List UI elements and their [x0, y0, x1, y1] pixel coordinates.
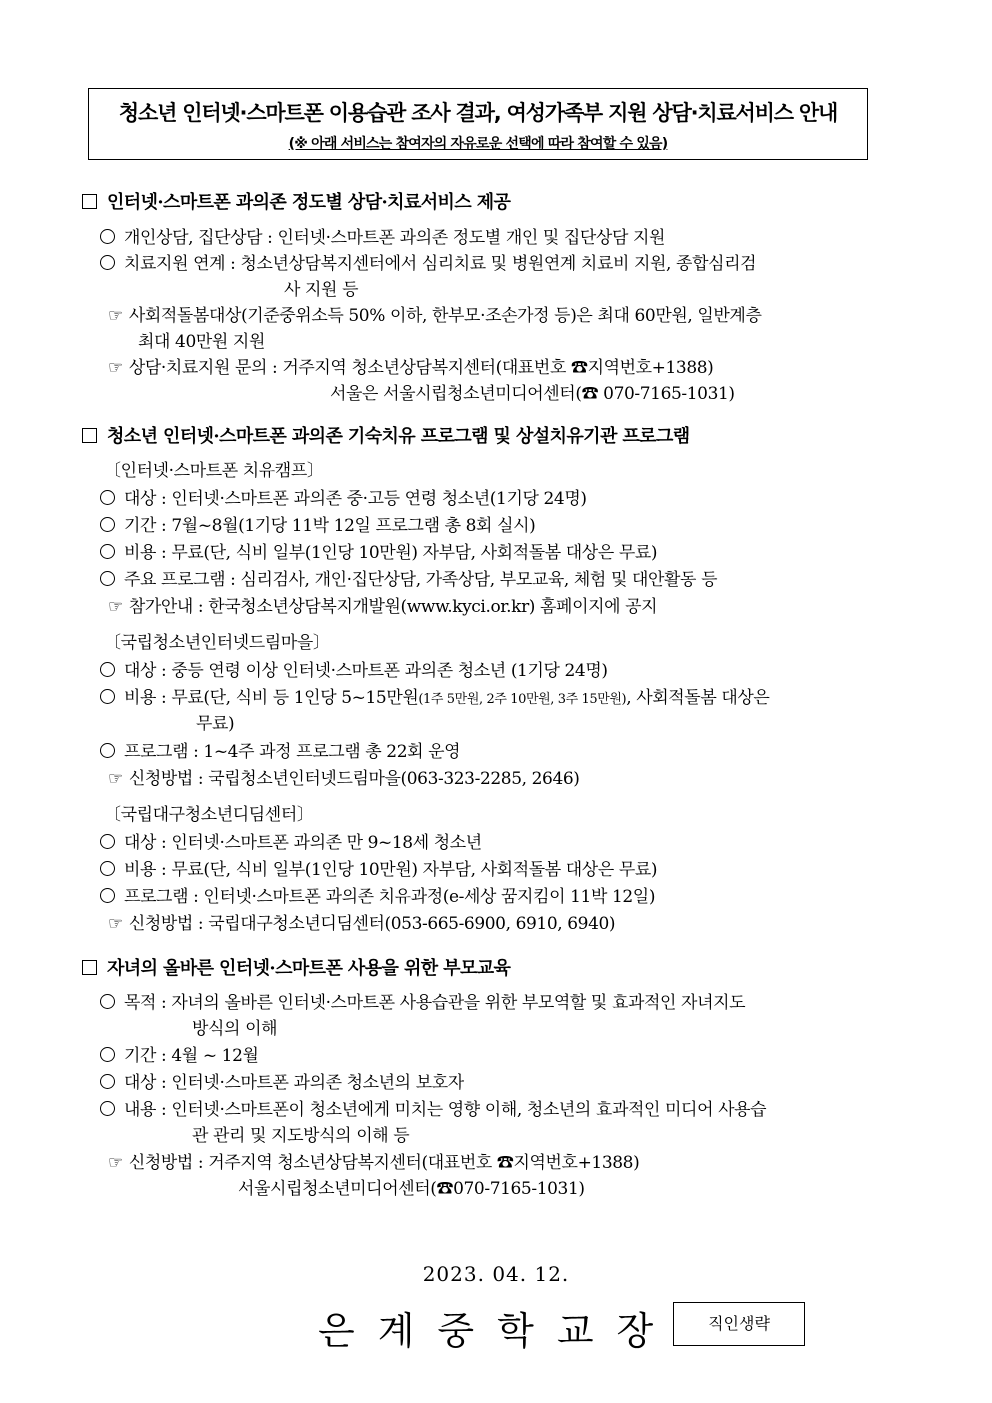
village-target: 대상 : 중등 연령 이상 인터넷·스마트폰 과의존 청소년 (1기당 24명)	[100, 659, 608, 683]
section1-note-inquiry: ☞ 상담·치료지원 문의 : 거주지역 청소년상담복지센터(대표번호 ☎지역번호+1388)	[108, 358, 714, 378]
circle-bullet-icon	[100, 229, 115, 244]
pointing-hand-icon: ☞	[108, 914, 123, 934]
circle-bullet-icon	[100, 1074, 115, 1089]
principal-name: 은계중학교장	[318, 1309, 677, 1353]
section1-item-individual: 개인상담, 집단상담 : 인터넷·스마트폰 과의존 정도별 개인 및 집단상담 지원	[100, 226, 665, 250]
section1-note-inquiry-cont: 서울은 서울시립청소년미디어센터(☎ 070-7165-1031)	[330, 384, 735, 404]
circle-bullet-icon	[100, 888, 115, 903]
parent-target: 대상 : 인터넷·스마트폰 과의존 청소년의 보호자	[100, 1071, 464, 1095]
camp-note: ☞ 참가안내 : 한국청소년상담복지개발원(www.kyci.or.kr) 홈페이지에 공지	[108, 597, 658, 617]
village-cost-cont: 무료)	[196, 714, 235, 734]
circle-bullet-icon	[100, 571, 115, 586]
camp-cost: 비용 : 무료(단, 식비 일부(1인당 10만원) 자부담, 사회적돌봄 대상은 무료)	[100, 541, 657, 565]
camp-target: 대상 : 인터넷·스마트폰 과의존 중·고등 연령 청소년(1기당 24명)	[100, 487, 587, 511]
parent-note: ☞ 신청방법 : 거주지역 청소년상담복지센터(대표번호 ☎지역번호+1388)	[108, 1153, 640, 1173]
circle-bullet-icon	[100, 743, 115, 758]
square-bullet-icon	[82, 428, 97, 443]
section2-heading: 청소년 인터넷·스마트폰 과의존 기숙치유 프로그램 및 상설치유기관 프로그램	[82, 425, 690, 449]
seal-omitted-box: 직인생략	[673, 1302, 805, 1346]
parent-purpose-cont: 방식의 이해	[192, 1019, 278, 1039]
circle-bullet-icon	[100, 517, 115, 532]
square-bullet-icon	[82, 960, 97, 975]
parent-note-cont: 서울시립청소년미디어센터(☎070-7165-1031)	[238, 1179, 585, 1199]
section1-note-social-care-cont: 최대 40만원 지원	[138, 332, 265, 352]
title-box	[88, 88, 868, 160]
circle-bullet-icon	[100, 490, 115, 505]
didim-note: ☞ 신청방법 : 국립대구청소년디딤센터(053-665-6900, 6910, 6940)	[108, 914, 616, 934]
didim-program: 프로그램 : 인터넷·스마트폰 과의존 치유과정(e-세상 꿈지킴이 11박 12일)	[100, 885, 655, 909]
village-title: 〔국립청소년인터넷드림마을〕	[104, 633, 330, 653]
parent-purpose: 목적 : 자녀의 올바른 인터넷·스마트폰 사용습관을 위한 부모역할 및 효과적인 자녀지도	[100, 991, 745, 1015]
parent-period: 기간 : 4월 ~ 12월	[100, 1044, 259, 1068]
didim-target: 대상 : 인터넷·스마트폰 과의존 만 9~18세 청소년	[100, 831, 482, 855]
circle-bullet-icon	[100, 994, 115, 1009]
circle-bullet-icon	[100, 1101, 115, 1116]
didim-title: 〔국립대구청소년디딤센터〕	[104, 805, 314, 825]
village-program: 프로그램 : 1~4주 과정 프로그램 총 22회 운영	[100, 740, 460, 764]
village-note: ☞ 신청방법 : 국립청소년인터넷드림마을(063-323-2285, 2646)	[108, 769, 580, 789]
camp-title: 〔인터넷·스마트폰 치유캠프〕	[104, 461, 324, 481]
pointing-hand-icon: ☞	[108, 1153, 123, 1173]
section1-heading: 인터넷·스마트폰 과의존 정도별 상담·치료서비스 제공	[82, 191, 510, 215]
square-bullet-icon	[82, 194, 97, 209]
parent-content: 내용 : 인터넷·스마트폰이 청소년에게 미치는 영향 이해, 청소년의 효과적인 미디어 사용습	[100, 1098, 766, 1122]
circle-bullet-icon	[100, 662, 115, 677]
circle-bullet-icon	[100, 544, 115, 559]
circle-bullet-icon	[100, 861, 115, 876]
camp-program: 주요 프로그램 : 심리검사, 개인·집단상담, 가족상담, 부모교육, 체험 및 대안활동 등	[100, 568, 717, 592]
circle-bullet-icon	[100, 1047, 115, 1062]
section1-note-social-care: ☞ 사회적돌봄대상(기준중위소득 50% 이하, 한부모·조손가정 등)은 최대 60만원, 일반계층	[108, 306, 762, 326]
circle-bullet-icon	[100, 834, 115, 849]
pointing-hand-icon: ☞	[108, 597, 123, 617]
pointing-hand-icon: ☞	[108, 306, 123, 326]
circle-bullet-icon	[100, 255, 115, 270]
circle-bullet-icon	[100, 689, 115, 704]
section1-item-treatment: 치료지원 연계 : 청소년상담복지센터에서 심리치료 및 병원연계 치료비 지원, 종합심리검	[100, 252, 756, 276]
document-title: 청소년 인터넷·스마트폰 이용습관 조사 결과, 여성가족부 지원 상담·치료서비스 안내	[118, 101, 838, 125]
section1-item-treatment-cont: 사 지원 등	[284, 280, 359, 300]
didim-cost: 비용 : 무료(단, 식비 일부(1인당 10만원) 자부담, 사회적돌봄 대상은 무료)	[100, 858, 657, 882]
document-date: 2023. 04. 12.	[422, 1262, 570, 1286]
parent-content-cont: 관 관리 및 지도방식의 이해 등	[192, 1126, 410, 1146]
village-cost: 비용 : 무료(단, 식비 등 1인당 5~15만원(1주 5만원, 2주 10만원, 3주 15만원), 사회적돌봄 대상은	[100, 686, 769, 712]
document-subtitle: (※ 아래 서비스는 참여자의 자유로운 선택에 따라 참여할 수 있음)	[288, 136, 668, 152]
pointing-hand-icon: ☞	[108, 769, 123, 789]
section3-heading: 자녀의 올바른 인터넷·스마트폰 사용을 위한 부모교육	[82, 957, 510, 981]
pointing-hand-icon: ☞	[108, 358, 123, 378]
camp-period: 기간 : 7월~8월(1기당 11박 12일 프로그램 총 8회 실시)	[100, 514, 535, 538]
